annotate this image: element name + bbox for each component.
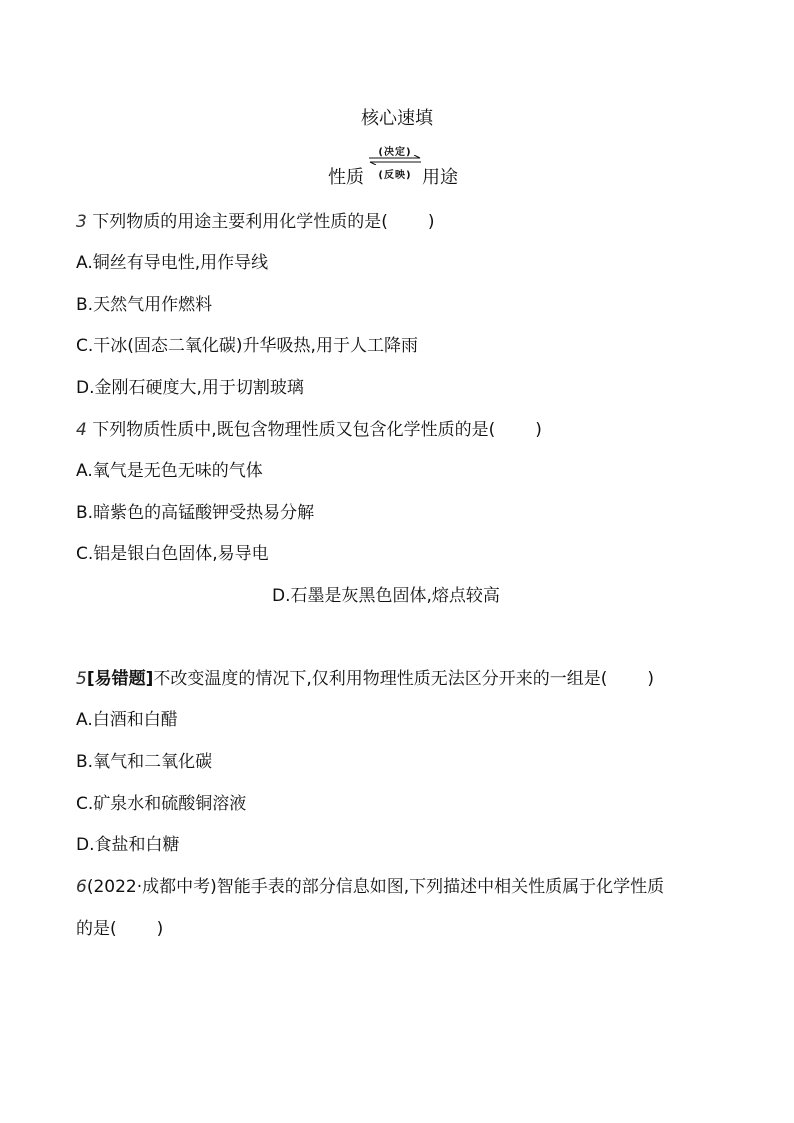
question-6-stem-line-1 <box>76 875 664 899</box>
relation-right-term: 用途 <box>422 167 458 188</box>
relation-left-term: 性质 <box>328 167 364 188</box>
question-text: 下列物质的用途主要利用化学性质的是( <box>92 212 388 232</box>
question-3-option-b: B.天然气用作燃料 <box>76 295 213 315</box>
close-paren: ) <box>427 212 435 232</box>
question-number: 6 <box>76 877 87 897</box>
question-5-option-d: D.食盐和白糖 <box>76 835 180 855</box>
question-number: 4 <box>76 420 87 440</box>
property-use-relation <box>328 143 478 193</box>
question-5-option-c: C.矿泉水和硫酸铜溶液 <box>76 794 247 814</box>
question-6-stem-line-2 <box>76 917 163 941</box>
question-4-option-a: A.氧气是无色无味的气体 <box>76 461 263 481</box>
section-title: 核心速填 <box>361 108 433 129</box>
close-paren: ) <box>156 919 164 939</box>
question-5-option-a: A.白酒和白醋 <box>76 710 178 730</box>
question-3-option-d: D.金刚石硬度大,用于切割玻璃 <box>76 378 304 398</box>
relation-bottom-label: (反映) <box>378 170 412 181</box>
question-3-option-a: A.铜丝有导电性,用作导线 <box>76 253 269 273</box>
relation-arrows <box>367 143 423 183</box>
question-5-option-b: B.氧气和二氧化碳 <box>76 752 213 772</box>
question-text: 的是( <box>76 919 117 939</box>
question-number: 3 <box>76 212 87 232</box>
question-3-stem <box>76 210 435 234</box>
question-4-option-c: C.铝是银白色固体,易导电 <box>76 544 269 564</box>
double-arrow-icon <box>367 155 423 165</box>
close-paren: ) <box>535 420 542 440</box>
question-text: (2022·成都中考)智能手表的部分信息如图,下列描述中相关性质属于化学性质 <box>86 877 665 897</box>
question-3-option-c: C.干冰(固态二氧化碳)升华吸热,用于人工降雨 <box>76 336 418 356</box>
question-4-option-d: D.石墨是灰黑色固体,熔点较高 <box>272 586 500 606</box>
question-4-stem <box>76 418 542 442</box>
question-number: 5 <box>76 669 87 689</box>
question-tag: [易错题] <box>86 669 154 689</box>
close-paren: ) <box>647 669 655 689</box>
question-5-stem <box>76 667 654 691</box>
question-4-option-b: B.暗紫色的高锰酸钾受热易分解 <box>76 503 315 523</box>
relation-top-label: (决定) <box>378 147 412 158</box>
question-text: 下列物质性质中,既包含物理性质又包含化学性质的是( <box>92 420 496 440</box>
question-text: 不改变温度的情况下,仅利用物理性质无法区分开来的一组是( <box>153 669 608 689</box>
